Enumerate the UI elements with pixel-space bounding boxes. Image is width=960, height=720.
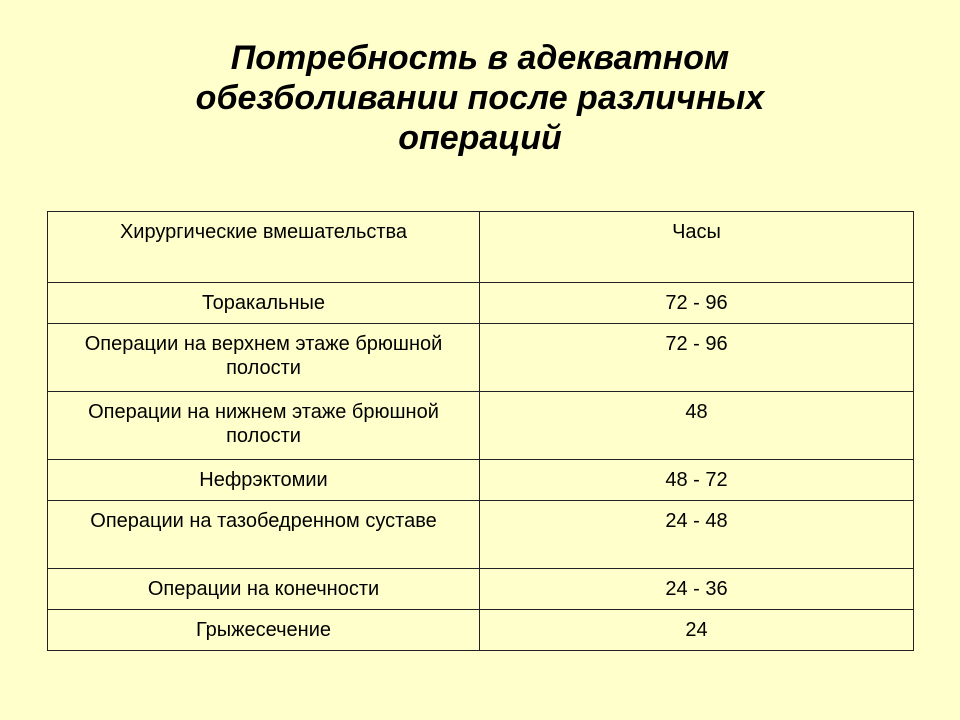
hours-cell: 72 - 96 xyxy=(480,283,914,324)
table-row xyxy=(48,324,914,392)
hours-cell: 48 xyxy=(480,392,914,460)
operation-cell: Операции на нижнем этаже брюшной полости xyxy=(48,392,480,460)
table-header-row xyxy=(48,212,914,283)
table-row xyxy=(48,501,914,569)
operation-cell: Нефрэктомии xyxy=(48,460,480,501)
slide-title-line-2: обезболивании после различных xyxy=(195,79,765,117)
operation-cell: Торакальные xyxy=(48,283,480,324)
operation-cell: Операции на тазобедренном суставе xyxy=(48,501,480,569)
slide-title-line-3: операций xyxy=(398,119,562,157)
operation-cell: Операции на конечности xyxy=(48,569,480,610)
table-row xyxy=(48,283,914,324)
header-operation: Хирургические вмешательства xyxy=(48,212,480,283)
analgesia-hours-table xyxy=(47,211,914,651)
table-row xyxy=(48,569,914,610)
operation-cell: Грыжесечение xyxy=(48,610,480,651)
hours-cell: 48 - 72 xyxy=(480,460,914,501)
table-row xyxy=(48,610,914,651)
slide-title-line-1: Потребность в адекватном xyxy=(230,39,730,77)
hours-cell: 72 - 96 xyxy=(480,324,914,392)
table-row xyxy=(48,392,914,460)
hours-cell: 24 - 48 xyxy=(480,501,914,569)
header-hours: Часы xyxy=(480,212,914,283)
slide-title xyxy=(80,38,880,158)
table-row xyxy=(48,460,914,501)
operation-cell: Операции на верхнем этаже брюшной полости xyxy=(48,324,480,392)
hours-cell: 24 - 36 xyxy=(480,569,914,610)
hours-cell: 24 xyxy=(480,610,914,651)
